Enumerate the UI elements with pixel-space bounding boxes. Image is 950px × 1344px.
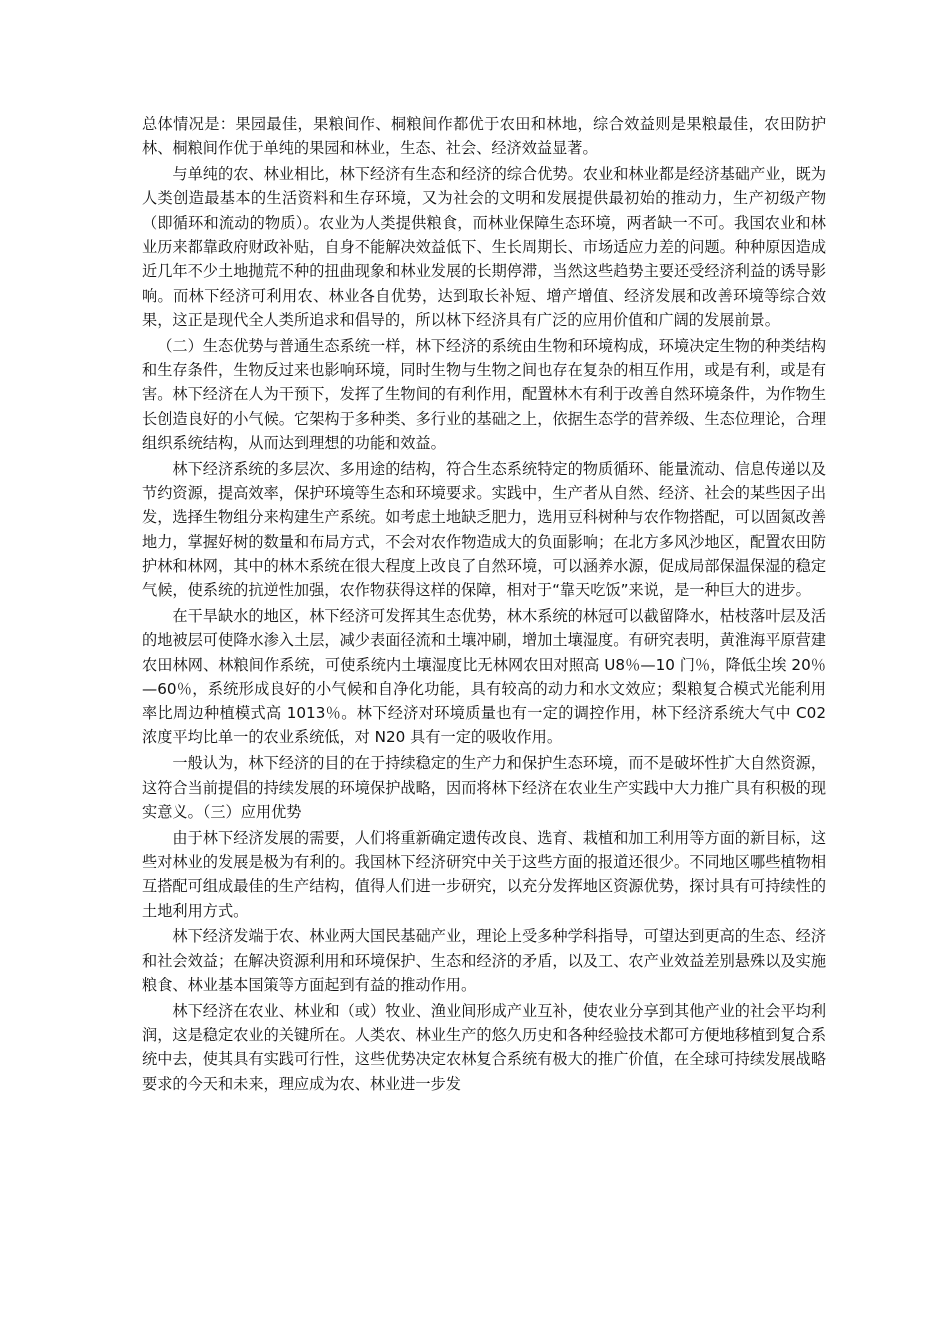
document-body [142, 112, 826, 1097]
paragraph-8: 林下经济发端于农、林业两大国民基础产业，理论上受多种学科指导，可望达到更高的生态、经济和社会效益；在解决资源利用和环境保护、生态和经济的矛盾，以及工、农产业效益差别悬殊以及实施粮食、林业基本国策等方面起到有益的推动作用。 [142, 927, 826, 994]
paragraph-6: 一般认为，林下经济的目的在于持续稳定的生产力和保护生态环境，而不是破坏性扩大自然资源，这符合当前提倡的持续发展的环境保护战略，因而将林下经济在农业生产实践中大力推广具有积极的现实意义。（三）应用优势 [142, 754, 826, 821]
paragraph-1: 总体情况是：果园最佳，果粮间作、桐粮间作都优于农田和林地，综合效益则是果粮最佳，农田防护林、桐粮间作优于单纯的果园和林业，生态、社会、经济效益显著。 [142, 115, 826, 158]
paragraph-5: 在干旱缺水的地区，林下经济可发挥其生态优势，林木系统的林冠可以截留降水，枯枝落叶层及活的地被层可使降水渗入土层，减少表面径流和土壤冲刷，增加土壤湿度。有研究表明，黄淮海平原营建农田林网、林粮间作系统，可使系统内土壤湿度比无林网农田对照高 U8％—10 门％，降低尘埃 20％—60％，系统形成良好的小气候和自净化功能，具有较高的动力和水文效应；梨粮复合模式光能利用率比周边种植模式高 1013％。林下经济对环境质量也有一定的调控作用，林下经济系统大气中 C02 浓度平均比单一的农业系统低，对 N20 具有一定的吸收作用。 [142, 606, 826, 747]
paragraph-9: 林下经济在农业、林业和（或）牧业、渔业间形成产业互补，使农业分享到其他产业的社会平均利润，这是稳定农业的关键所在。人类农、林业生产的悠久历史和各种经验技术都可方便地移植到复合系统中去，使其具有实践可行性，这些优势决定农林复合系统有极大的推广价值，在全球可持续发展战略要求的今天和未来，理应成为农、林业进一步发 [142, 1001, 826, 1093]
paragraph-2: 与单纯的农、林业相比，林下经济有生态和经济的综合优势。农业和林业都是经济基础产业，既为人类创造最基本的生活资料和生存环境，又为社会的文明和发展提供最初始的推动力，生产初级产物（即循环和流动的物质）。农业为人类提供粮食，而林业保障生态环境，两者缺一不可。我国农业和林业历来都靠政府财政补贴，自身不能解决效益低下、生长周期长、市场适应力差的问题。种种原因造成近几年不少土地抛荒不种的扭曲现象和林业发展的长期停滞，当然这些趋势主要还受经济利益的诱导影响。而林下经济可利用农、林业各自优势，达到取长补短、增产增值、经济发展和改善环境等综合效果，这正是现代全人类所追求和倡导的，所以林下经济具有广泛的应用价值和广阔的发展前景。 [142, 165, 826, 329]
paragraph-4: 林下经济系统的多层次、多用途的结构，符合生态系统特定的物质循环、能量流动、信息传递以及节约资源，提高效率，保护环境等生态和环境要求。实践中，生产者从自然、经济、社会的某些因子出发，选择生物组分来构建生产系统。如考虑土地缺乏肥力，选用豆科树种与农作物搭配，可以固氮改善地力，掌握好树的数量和布局方式，不会对农作物造成大的负面影响；在北方多风沙地区，配置农田防护林和林网，其中的林木系统在很大程度上改良了自然环境，可以涵养水源，促成局部保温保湿的稳定气候，使系统的抗逆性加强，农作物获得这样的保障，相对于“靠天吃饭”来说，是一种巨大的进步。 [142, 459, 826, 600]
paragraph-7: 由于林下经济发展的需要，人们将重新确定遗传改良、选育、栽植和加工利用等方面的新目标，这些对林业的发展是极为有利的。我国林下经济研究中关于这些方面的报道还很少。不同地区哪些植物相互搭配可组成最佳的生产结构，值得人们进一步研究，以充分发挥地区资源优势，探讨具有可持续性的土地利用方式。 [142, 828, 826, 920]
paragraph-3: （二）生态优势与普通生态系统一样，林下经济的系统由生物和环境构成，环境决定生物的种类结构和生存条件，生物反过来也影响环境，同时生物与生物之间也存在复杂的相互作用，或是有利，或是有害。林下经济在人为干预下，发挥了生物间的有利作用，配置林木有利于改善自然环境条件，为作物生长创造良好的小气候。它架构于多种类、多行业的基础之上，依据生态学的营养级、生态位理论，合理组织系统结构，从而达到理想的功能和效益。 [142, 336, 826, 452]
